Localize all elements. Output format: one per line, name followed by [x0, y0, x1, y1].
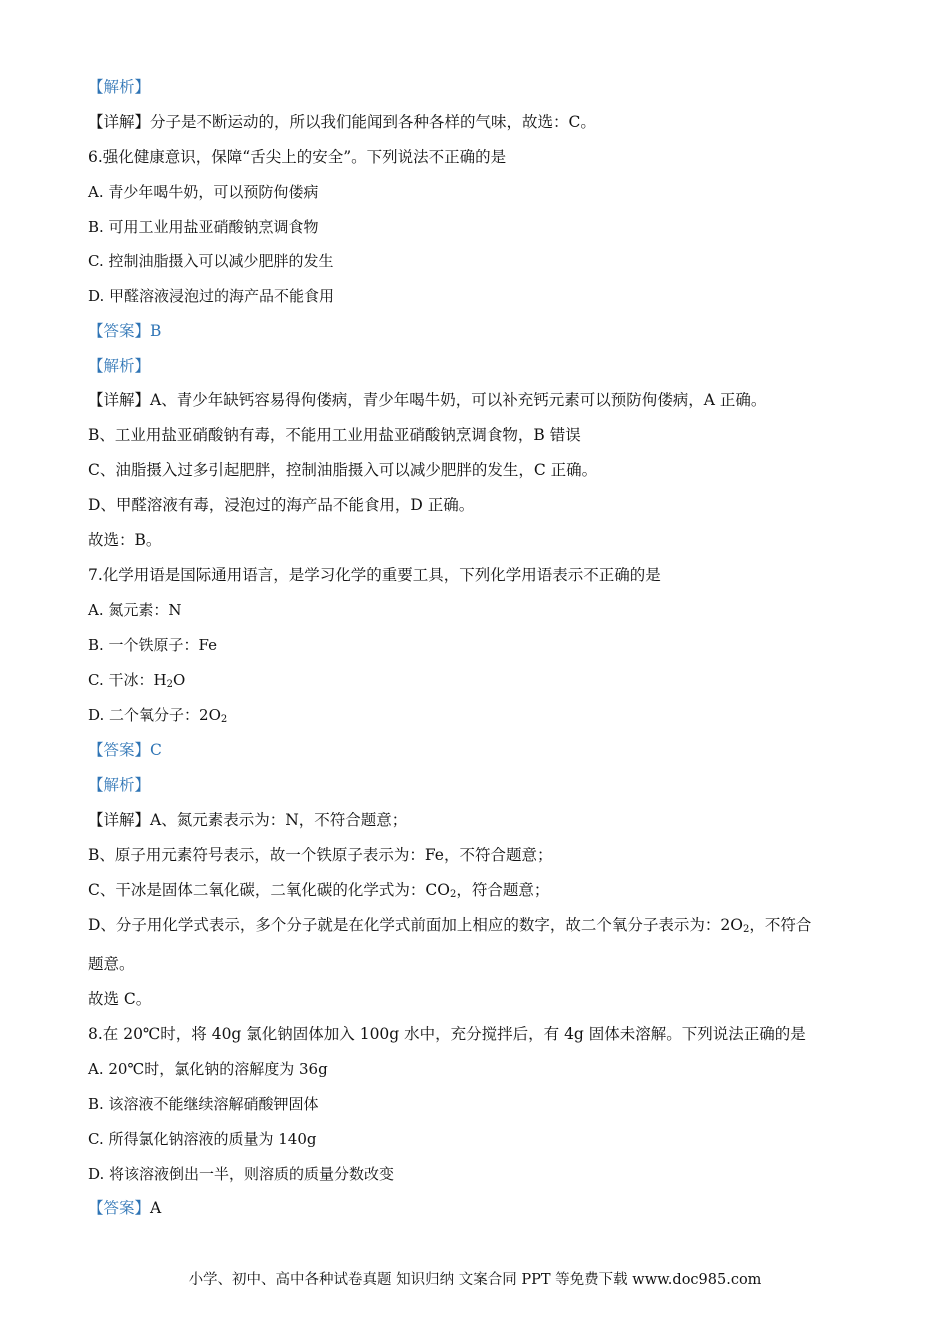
q8-option-a: A. 20℃时，氯化钠的溶解度为 36g [88, 1060, 328, 1078]
page-footer: 小学、初中、高中各种试卷真题 知识归纳 文案合同 PPT 等免费下载 www.doc985.com [188, 1272, 762, 1288]
question-6: 6.强化健康意识，保障“舌尖上的安全”。下列说法不正确的是 [88, 148, 507, 166]
q8-option-b: B. 该溶液不能继续溶解硝酸钾固体 [88, 1095, 319, 1113]
q7-answer: 【答案】C [88, 741, 162, 759]
q8-answer: 【答案】A [88, 1199, 162, 1217]
q7-option-d: D. 二个氧分子：$2O_2$ [88, 706, 228, 725]
question-7: 7.化学用语是国际通用语言，是学习化学的重要工具，下列化学用语表示不正确的是 [88, 566, 661, 584]
q7-detail-c: C、干冰是固体二氧化碳，二氧化碳的化学式为：$CO_2$，符合题意； [88, 881, 550, 900]
question-8: 8.在 20℃时，将 40g 氯化钠固体加入 100g 水中，充分搅拌后，有 4g 固体未溶解。下列说法正确的是 [88, 1025, 806, 1043]
q6-conclusion: 故选：B。 [88, 531, 162, 549]
q6-option-b: B. 可用工业用盐亚硝酸钠烹调食物 [88, 218, 319, 236]
q6-answer: 【答案】B [88, 322, 162, 340]
q6-detail-a: 【详解】A、青少年缺钙容易得佝偻病，青少年喝牛奶，可以补充钙元素可以预防佝偻病，A 正确。 [88, 391, 767, 409]
detail-text: 【详解】分子是不断运动的，所以我们能闻到各种各样的气味，故选：C。 [88, 113, 596, 131]
q8-option-c: C. 所得氯化钠溶液的质量为 140g [88, 1130, 317, 1148]
q7-option-a: A. 氮元素：N [88, 601, 182, 619]
q6-option-d: D. 甲醛溶液浸泡过的海产品不能食用 [88, 287, 335, 305]
q7-detail-d-cont: 题意。 [88, 955, 135, 973]
q6-analysis-label: 【解析】 [88, 357, 151, 375]
q7-option-c: C. 干冰：$H_2O$ [88, 671, 186, 690]
q6-detail-c: C、油脂摄入过多引起肥胖，控制油脂摄入可以减少肥胖的发生，C 正确。 [88, 461, 598, 479]
q6-detail-b: B、工业用盐亚硝酸钠有毒，不能用工业用盐亚硝酸钠烹调食物，B 错误 [88, 426, 581, 444]
q7-analysis-label: 【解析】 [88, 776, 151, 794]
q7-conclusion: 故选 C。 [88, 990, 152, 1008]
analysis-label: 【解析】 [88, 78, 151, 96]
q7-option-b: B. 一个铁原子：Fe [88, 636, 218, 654]
q7-detail-a: 【详解】A、氮元素表示为：N，不符合题意； [88, 811, 408, 829]
q6-option-a: A. 青少年喝牛奶，可以预防佝偻病 [88, 183, 319, 201]
q7-detail-b: B、原子用元素符号表示，故一个铁原子表示为：Fe，不符合题意； [88, 846, 553, 864]
q7-detail-d: D、分子用化学式表示，多个分子就是在化学式前面加上相应的数字，故二个氧分子表示为：$2O_2$，不符合 [88, 916, 812, 935]
q6-detail-d: D、甲醛溶液有毒，浸泡过的海产品不能食用，D 正确。 [88, 496, 475, 514]
q8-option-d: D. 将该溶液倒出一半，则溶质的质量分数改变 [88, 1165, 395, 1183]
q6-option-c: C. 控制油脂摄入可以减少肥胖的发生 [88, 252, 334, 270]
